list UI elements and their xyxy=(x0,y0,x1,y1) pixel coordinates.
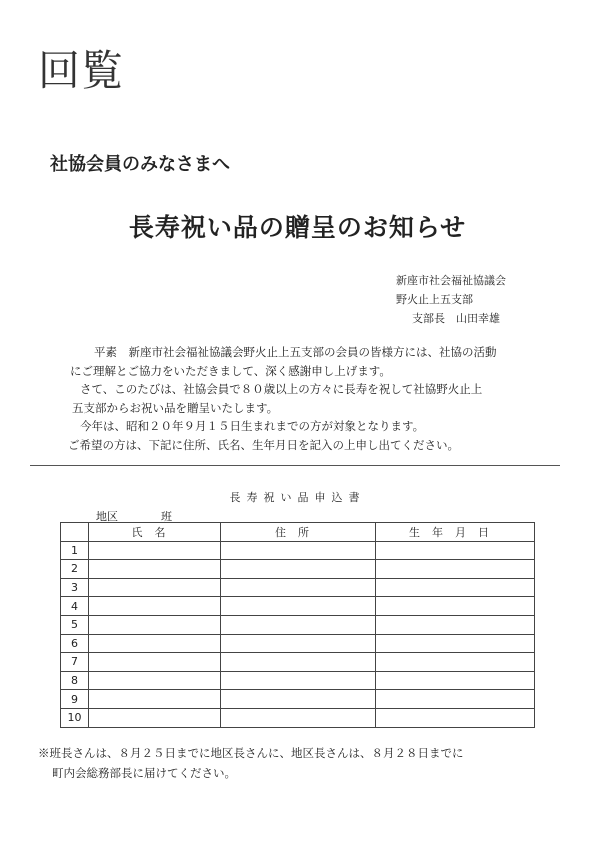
name-cell[interactable] xyxy=(89,653,221,672)
name-cell[interactable] xyxy=(89,690,221,709)
row-number: 8 xyxy=(61,671,89,690)
name-cell[interactable] xyxy=(89,597,221,616)
address-cell[interactable] xyxy=(221,560,376,579)
table-row xyxy=(61,578,535,597)
body-line: さて、このたびは、社協会員で８０歳以上の方々に長寿を祝して社協野火止上 xyxy=(80,382,483,396)
body-line: にご理解とご協力をいただきまして、深く感謝申し上げます。 xyxy=(70,363,391,378)
birthdate-cell[interactable] xyxy=(376,560,535,579)
body-line: ご希望の方は、下記に住所、氏名、生年月日を記入の上申し出てください。 xyxy=(68,437,459,452)
group-label: 班 xyxy=(161,510,172,523)
circulation-label: 回覧 xyxy=(38,46,125,95)
row-number: 5 xyxy=(61,615,89,634)
table-row xyxy=(61,653,535,672)
table-row xyxy=(61,560,535,579)
name-cell[interactable] xyxy=(89,671,221,690)
table-row xyxy=(61,634,535,653)
birthdate-cell[interactable] xyxy=(376,615,535,634)
district-label: 地区 xyxy=(96,510,118,523)
row-number: 2 xyxy=(61,560,89,579)
sender-branch-head: 支部長 山田幸雄 xyxy=(412,312,500,325)
sender-branch: 野火止上五支部 xyxy=(396,293,473,306)
row-number: 7 xyxy=(61,653,89,672)
sender-organization: 新座市社会福祉協議会 xyxy=(396,274,506,287)
address-cell[interactable] xyxy=(221,653,376,672)
name-cell[interactable] xyxy=(89,615,221,634)
birthdate-cell[interactable] xyxy=(376,671,535,690)
table-row xyxy=(61,541,535,560)
notice-title: 長寿祝い品の贈呈のお知らせ xyxy=(128,213,467,242)
address-column-header: 住所 xyxy=(221,523,376,542)
name-cell[interactable] xyxy=(89,560,221,579)
birthdate-cell[interactable] xyxy=(376,541,535,560)
name-cell[interactable] xyxy=(89,708,221,727)
name-cell[interactable] xyxy=(89,578,221,597)
application-table xyxy=(60,522,535,728)
row-number-header xyxy=(61,523,89,542)
addressee-heading: 社協会員のみなさまへ xyxy=(50,154,230,175)
table-row xyxy=(61,708,535,727)
notice-body xyxy=(68,343,550,454)
table-row xyxy=(61,597,535,616)
form-title: 長寿祝い品申込書 xyxy=(229,491,366,504)
row-number: 4 xyxy=(61,597,89,616)
note-line: 町内会総務部長に届けてください。 xyxy=(52,766,236,780)
table-row xyxy=(61,690,535,709)
row-number: 3 xyxy=(61,578,89,597)
submission-note xyxy=(38,743,464,783)
row-number: 9 xyxy=(61,690,89,709)
note-line: ※班長さんは、８月２５日までに地区長さんに、地区長さんは、８月２８日までに xyxy=(38,746,464,760)
birthdate-cell[interactable] xyxy=(376,634,535,653)
address-cell[interactable] xyxy=(221,541,376,560)
birthdate-cell[interactable] xyxy=(376,708,535,727)
name-cell[interactable] xyxy=(89,634,221,653)
row-number: 10 xyxy=(61,708,89,727)
birthdate-cell[interactable] xyxy=(376,578,535,597)
address-cell[interactable] xyxy=(221,690,376,709)
address-cell[interactable] xyxy=(221,671,376,690)
address-cell[interactable] xyxy=(221,615,376,634)
body-line: 平素 新座市社会福祉協議会野火止上五支部の会員の皆様方には、社協の活動 xyxy=(94,345,497,359)
separator-line xyxy=(30,465,560,466)
birthdate-cell[interactable] xyxy=(376,653,535,672)
table-row xyxy=(61,615,535,634)
name-column-header: 氏名 xyxy=(89,523,221,542)
table-row xyxy=(61,671,535,690)
name-cell[interactable] xyxy=(89,541,221,560)
table-header-row xyxy=(61,523,535,542)
row-number: 6 xyxy=(61,634,89,653)
birthdate-cell[interactable] xyxy=(376,597,535,616)
birthdate-column-header: 生年月日 xyxy=(376,523,535,542)
address-cell[interactable] xyxy=(221,578,376,597)
address-cell[interactable] xyxy=(221,634,376,653)
body-line: 五支部からお祝い品を贈呈いたします。 xyxy=(72,400,279,415)
body-line: 今年は、昭和２０年９月１５日生まれまでの方が対象となります。 xyxy=(80,419,425,433)
address-cell[interactable] xyxy=(221,708,376,727)
address-cell[interactable] xyxy=(221,597,376,616)
row-number: 1 xyxy=(61,541,89,560)
birthdate-cell[interactable] xyxy=(376,690,535,709)
